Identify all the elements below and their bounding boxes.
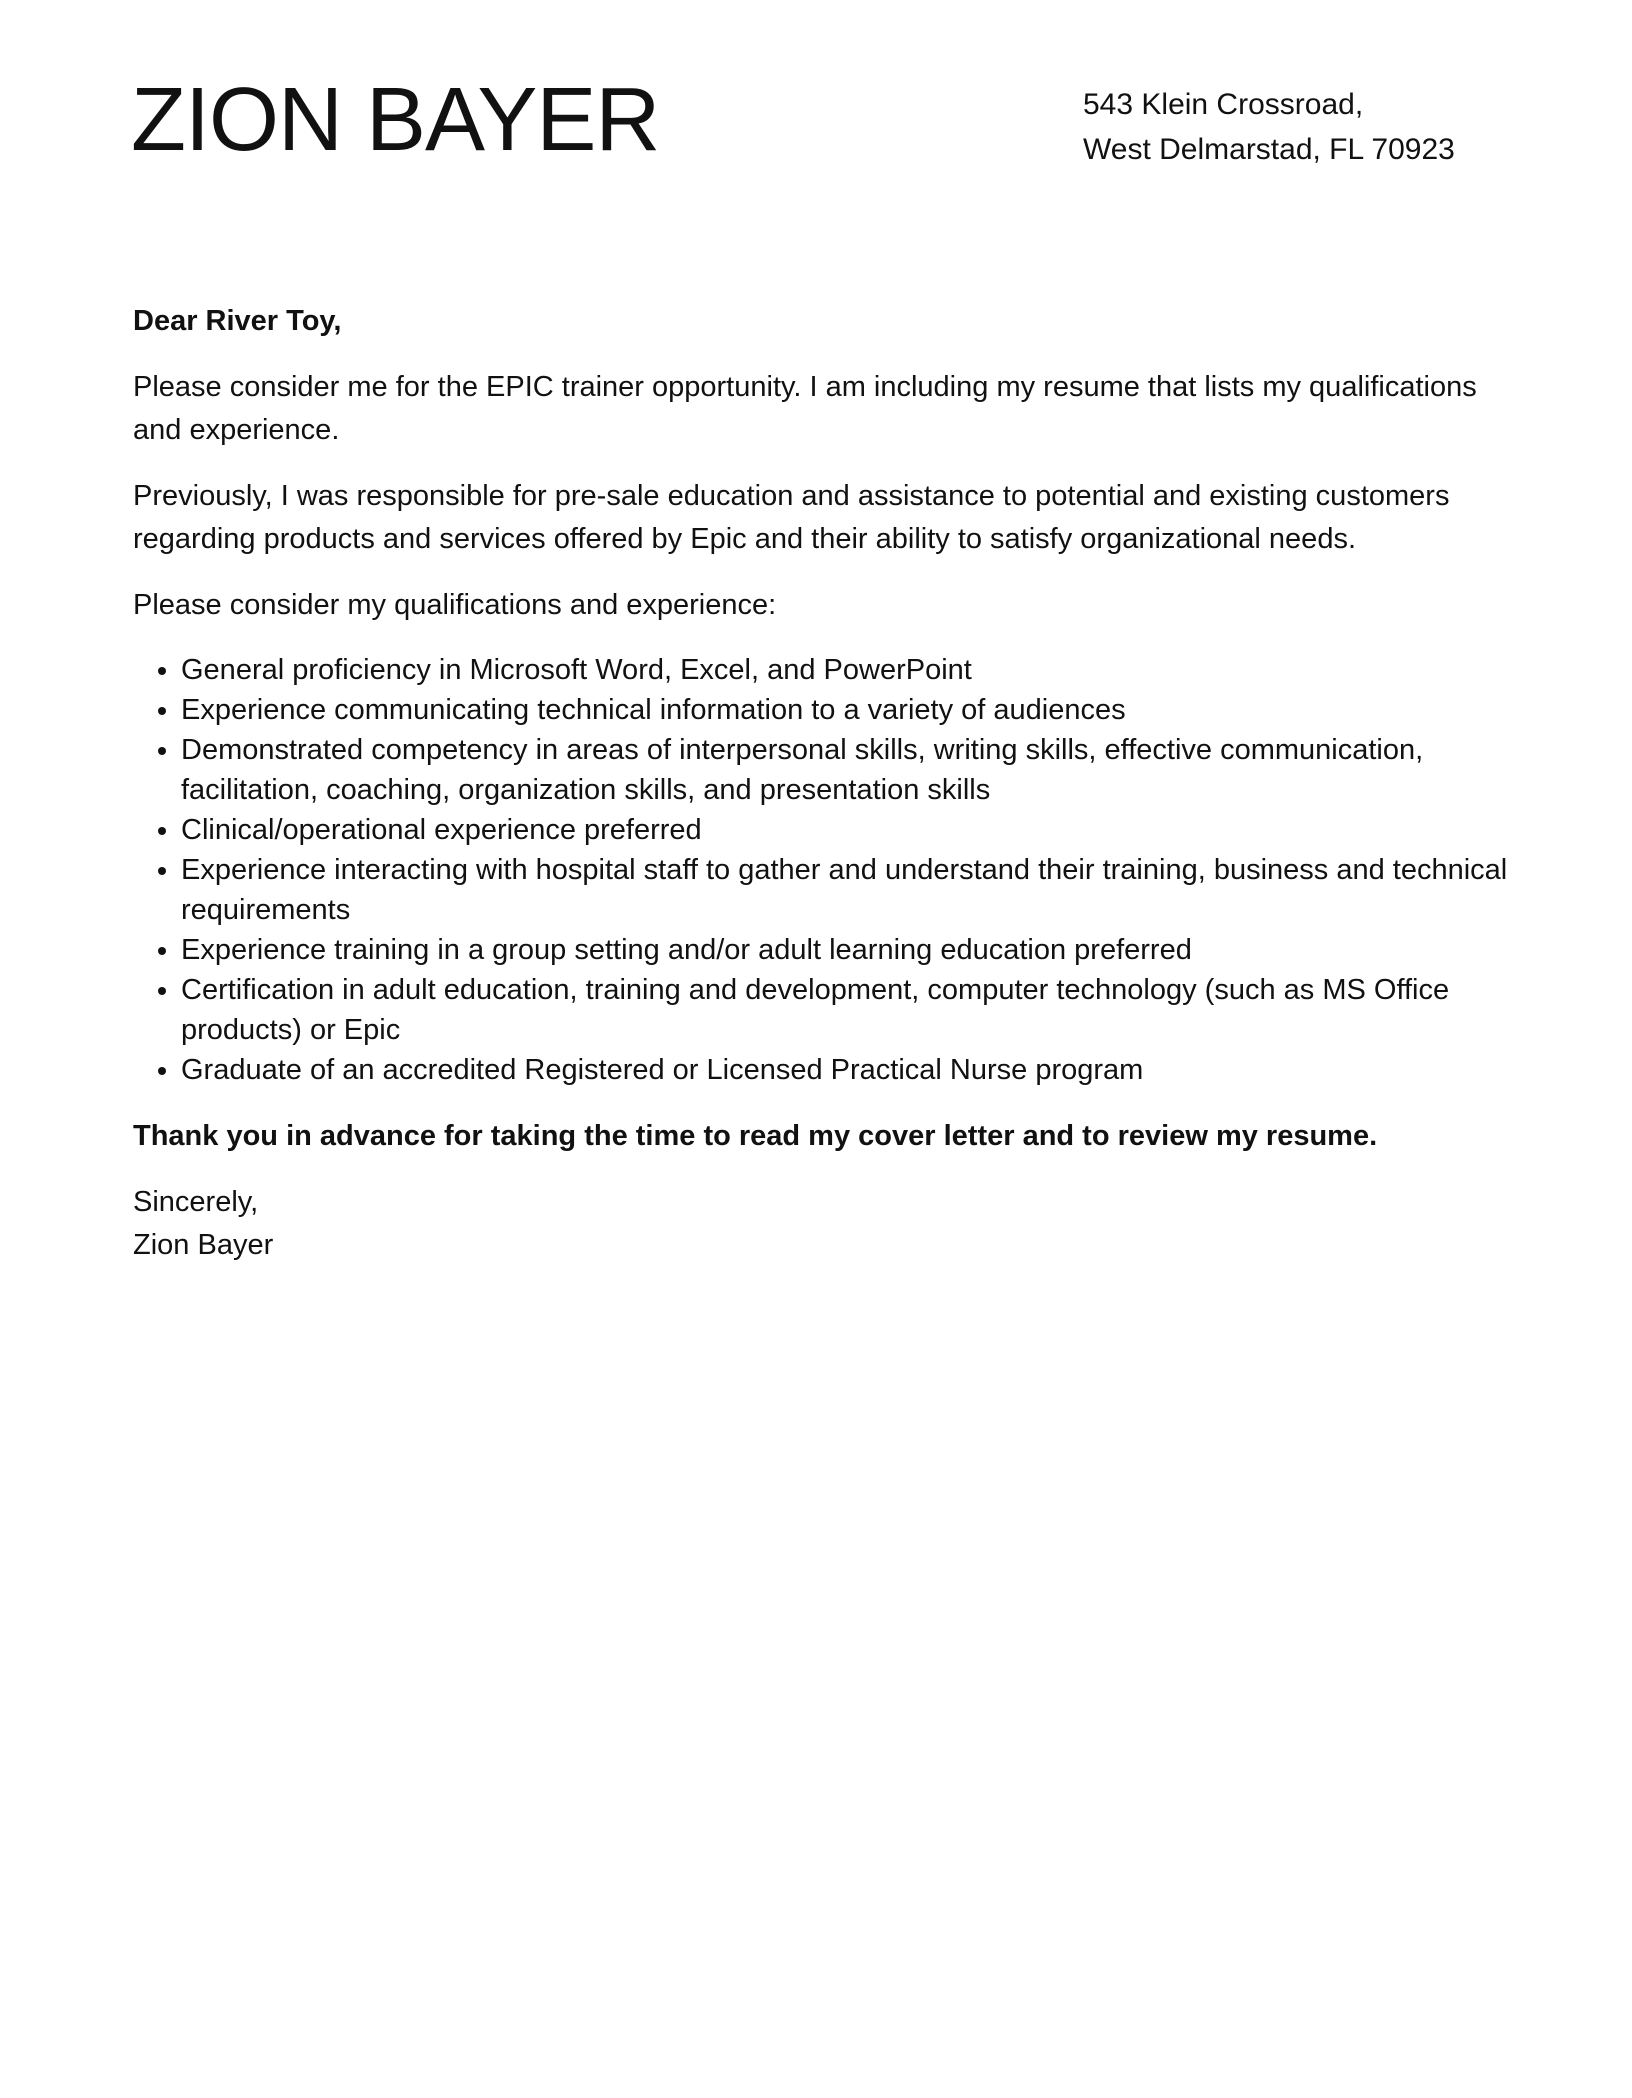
list-item: • Clinical/operational experience preferred <box>181 810 1513 850</box>
applicant-name: ZION BAYER <box>131 70 660 170</box>
paragraph-experience: Previously, I was responsible for pre-sale education and assistance to potential and existing customers regarding products and services offered by Epic and their ability to satisfy organizational needs. <box>133 480 1450 555</box>
paragraph-qualifications-lead: Please consider my qualifications and experience: <box>133 589 777 621</box>
qualifications-list <box>133 650 1513 1090</box>
address-line-2: West Delmarstad, FL 70923 <box>1083 133 1455 166</box>
address-block <box>1083 82 1455 172</box>
list-item: • Experience interacting with hospital staff to gather and understand their training, business and technical requirements <box>181 850 1513 930</box>
list-item: • General proficiency in Microsoft Word, Excel, and PowerPoint <box>181 650 1513 690</box>
list-item: • Experience training in a group setting and/or adult learning education preferred <box>181 930 1513 970</box>
paragraph-intro: Please consider me for the EPIC trainer opportunity. I am including my resume that lists my qualifications and experience. <box>133 371 1477 446</box>
list-item: • Graduate of an accredited Registered or Licensed Practical Nurse program <box>181 1050 1513 1090</box>
sign-off: Sincerely, <box>133 1186 259 1218</box>
signature: Zion Bayer <box>133 1229 274 1261</box>
list-item: • Experience communicating technical information to a variety of audiences <box>181 690 1513 730</box>
closing-statement: Thank you in advance for taking the time to read my cover letter and to review my resume. <box>133 1120 1378 1152</box>
letter-body <box>133 300 1513 1267</box>
greeting: Dear River Toy, <box>133 305 342 337</box>
address-line-1: 543 Klein Crossroad, <box>1083 88 1364 121</box>
list-item: • Demonstrated competency in areas of interpersonal skills, writing skills, effective communication, facilitation, coaching, organization skills, and presentation skills <box>181 730 1513 810</box>
list-item: • Certification in adult education, training and development, computer technology (such as MS Office products) or Epic <box>181 970 1513 1050</box>
